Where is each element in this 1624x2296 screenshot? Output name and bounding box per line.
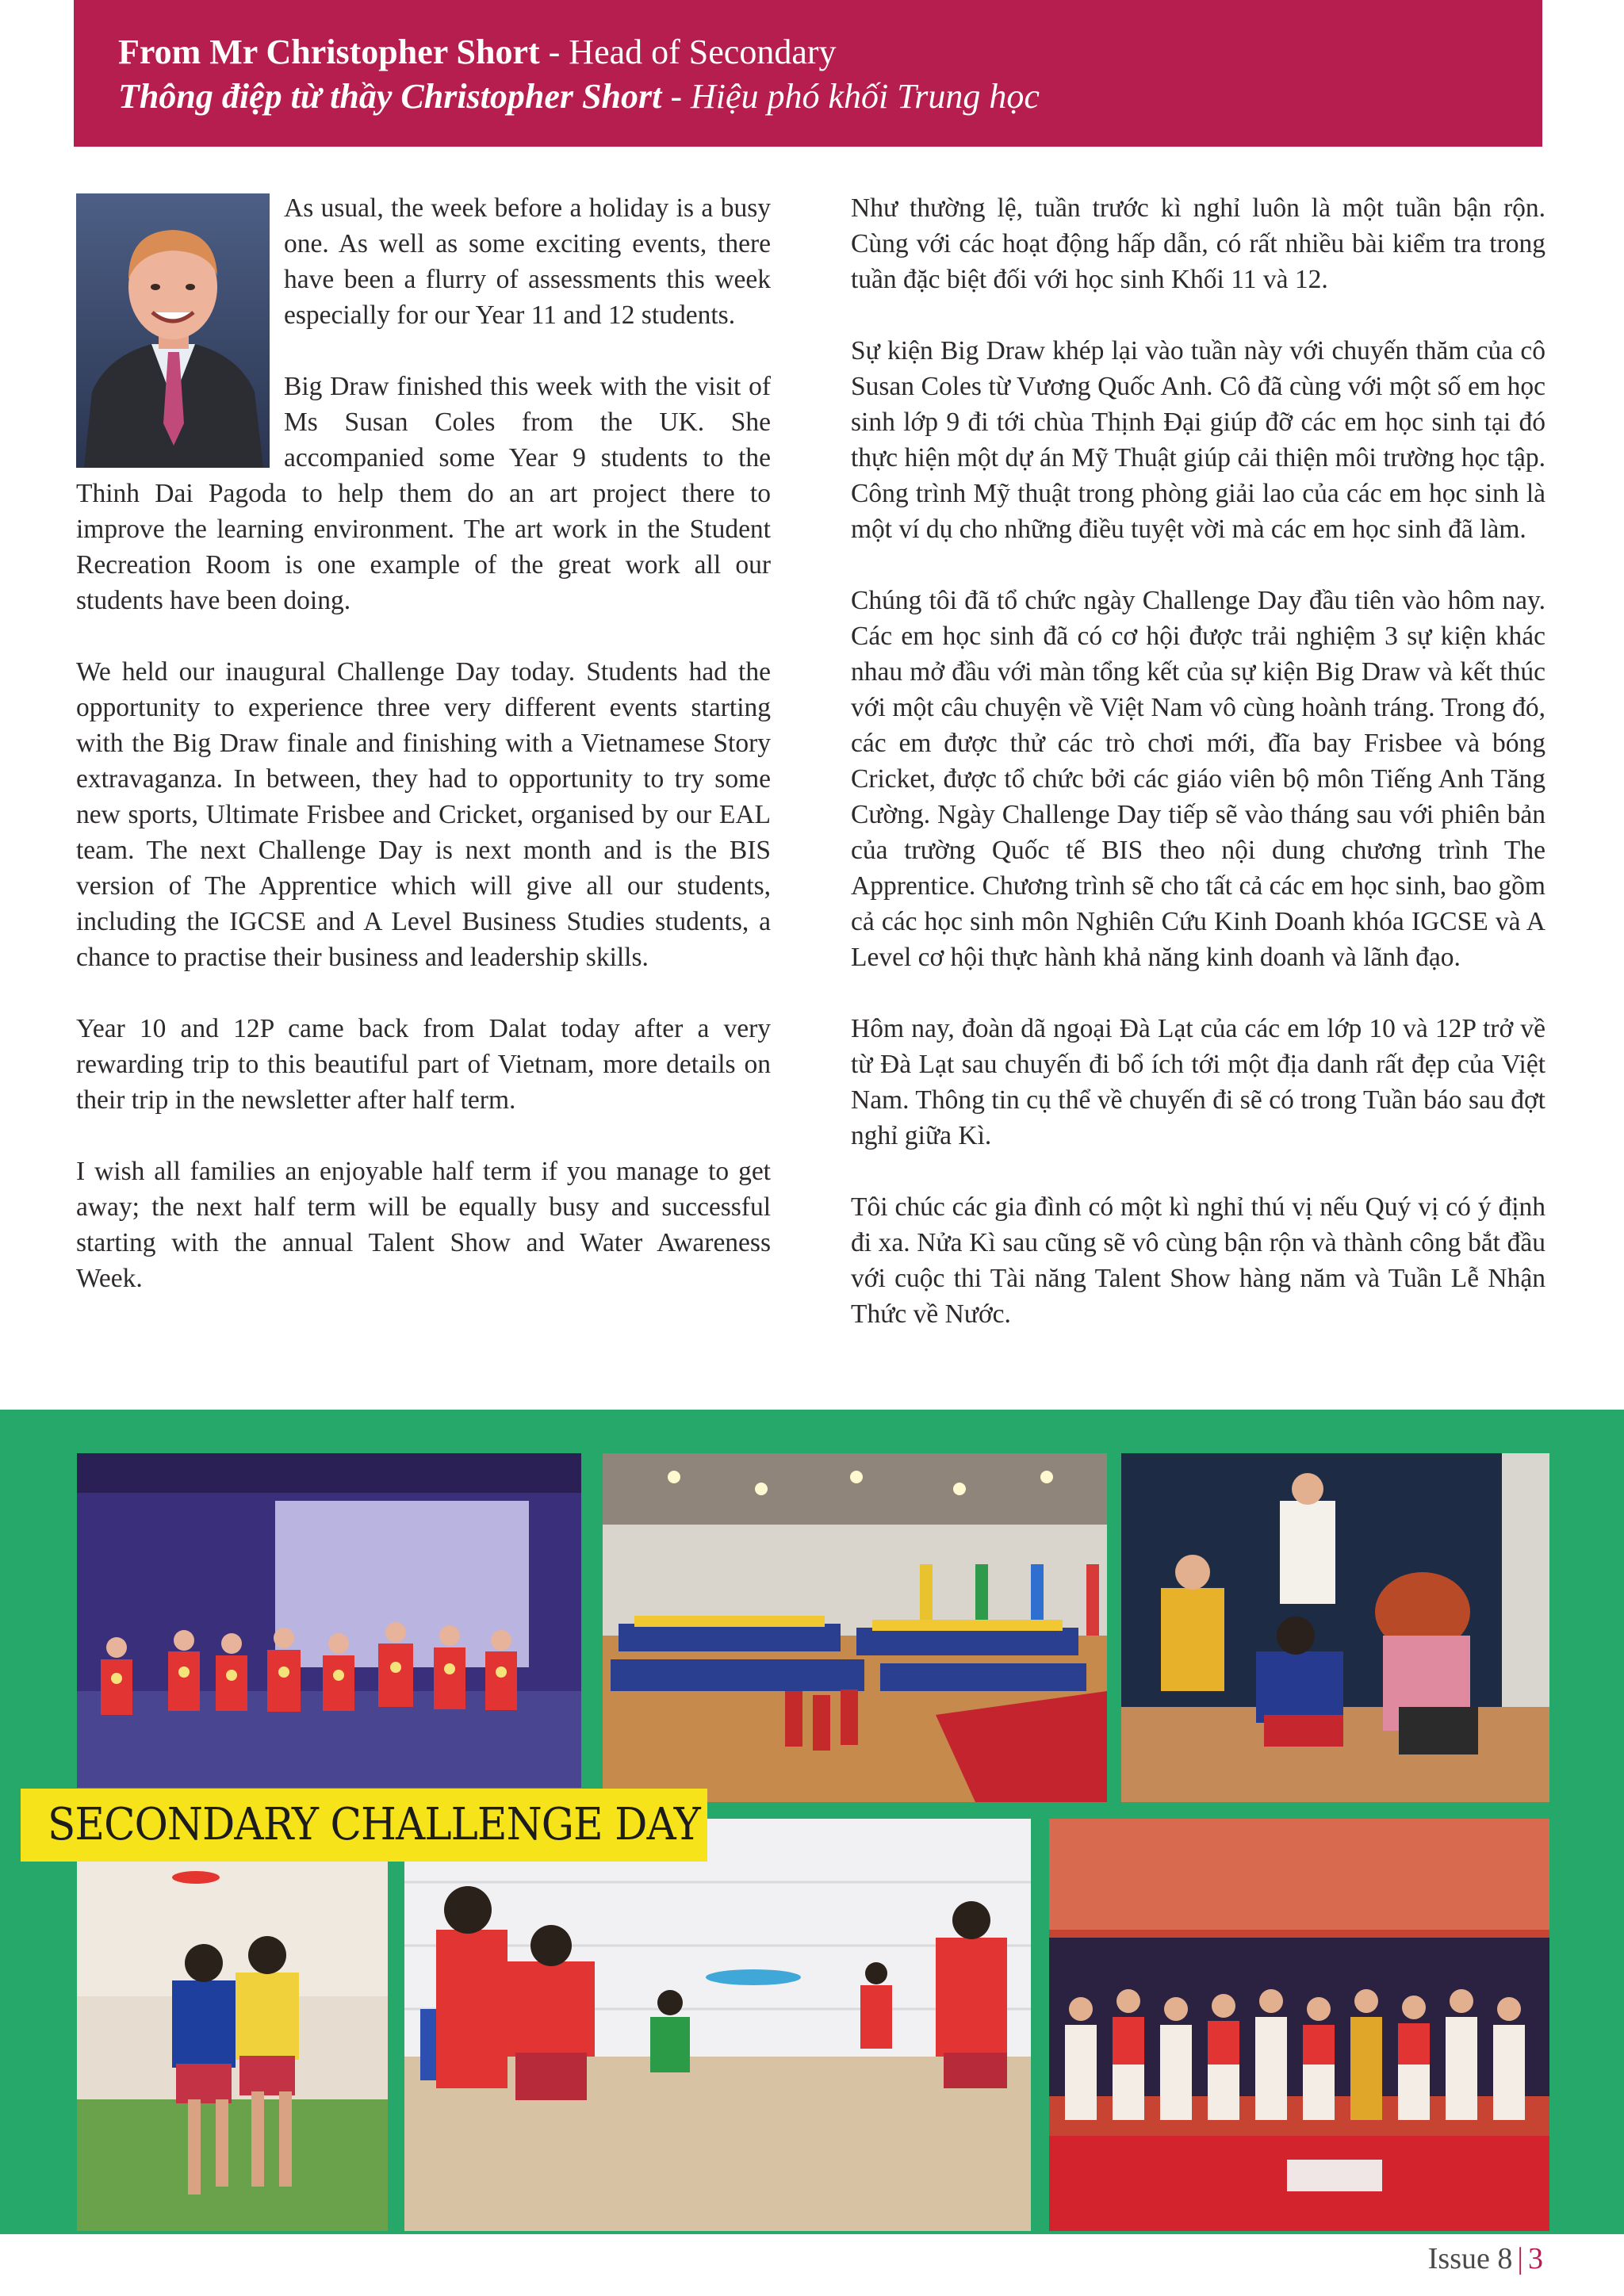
photo-stage-dance xyxy=(77,1453,581,1788)
article-english-column xyxy=(76,190,771,1332)
author-portrait-photo xyxy=(76,193,270,468)
page-footer xyxy=(1428,2241,1543,2277)
page-number: 3 xyxy=(1528,2242,1543,2275)
photo-drama-scene xyxy=(1121,1453,1549,1802)
gallery-title xyxy=(21,1789,707,1862)
article-vi-paragraph: Như thường lệ, tuần trước kì nghỉ luôn là một tuần bận rộn. Cùng với các hoạt động hấp dẫn, có rất nhiều bài kiểm tra trong tuần đặc biệt đối với học sinh Khối 11 và 12. xyxy=(851,193,1545,294)
header-title-vi xyxy=(118,75,1542,119)
article-vietnamese-column xyxy=(851,190,1545,1368)
article-vi-paragraph: Hôm nay, đoàn dã ngoại Đà Lạt của các em lớp 10 và 12P trở về từ Đà Lạt sau chuyến đi bổ ích tới một địa danh rất đẹp của Việt Nam. Thông tin cụ thể về chuyến đi sẽ có trong Tuần báo sau đợt nghỉ giữa Kì. xyxy=(851,1014,1545,1150)
header-author-role-vi: Hiệu phó khối Trung học xyxy=(690,77,1040,116)
article-en-paragraph: Year 10 and 12P came back from Dalat today after a very rewarding trip to this beautiful part of Vietnam, more details on their trip in the newsletter after half term. xyxy=(76,1014,771,1115)
header-author-role: Head of Secondary xyxy=(569,33,837,71)
footer-divider: | xyxy=(1517,2242,1523,2275)
issue-label: Issue 8 xyxy=(1427,2242,1513,2275)
header-banner xyxy=(74,0,1542,147)
header-title-en xyxy=(118,30,1542,75)
header-separator-vi: - xyxy=(661,77,691,116)
article-vi-paragraph: Sự kiện Big Draw khép lại vào tuần này với chuyến thăm của cô Susan Coles từ Vương Quốc Anh. Cô đã cùng với một số em học sinh lớp 9 đi tới chùa Thịnh Đại giúp đỡ các em học sinh tại đó thực hiện một dự án Mỹ Thuật giúp cải thiện môi trường học tập. Công trình Mỹ thuật trong phòng giải lao của các em học sinh là một ví dụ cho những điều tuyệt vời mà các em học sinh đã làm. xyxy=(851,336,1545,544)
header-author-name: From Mr Christopher Short xyxy=(118,33,540,71)
photo-frisbee-game xyxy=(77,1862,388,2231)
photo-cricket-game xyxy=(404,1819,1031,2231)
article-vi-paragraph: Chúng tôi đã tổ chức ngày Challenge Day đầu tiên vào hôm nay. Các em học sinh đã có cơ hội được trải nghiệm 3 sự kiện khác nhau mở đầu với màn tổng kết của sự kiện Big Draw và kết thúc với một câu chuyện về Việt Nam vô cùng hoành tráng. Trong đó, các em được thử các trò chơi mới, đĩa bay Frisbee và bóng Cricket, được tổ chức bởi các giáo viên bộ môn Tiếng Anh Tăng Cường. Ngày Challenge Day tiếp sẽ vào tháng sau với phiên bản của trường Quốc tế BIS theo nội dung chương trình The Apprentice. Chương trình sẽ cho tất cả các em học sinh, bao gồm cả các học sinh môn Nghiên Cứu Kinh Doanh khóa IGCSE và A Level cơ hội thực hành khả năng kinh doanh và lãnh đạo. xyxy=(851,586,1545,972)
article-en-paragraph: I wish all families an enjoyable half term if you manage to get away; the next half term will be equally busy and successful starting with the annual Talent Show and Water Awareness Week. xyxy=(76,1157,771,1293)
article-en-paragraph: As usual, the week before a holiday is a busy one. As well as some exciting events, there have been a flurry of assessments this week especially for our Year 11 and 12 students. xyxy=(284,193,771,330)
photo-story-performance xyxy=(1049,1819,1549,2231)
header-separator: - xyxy=(539,33,569,71)
header-author-name-vi: Thông điệp từ thầy Christopher Short xyxy=(118,77,662,116)
article-vi-paragraph: Tôi chúc các gia đình có một kì nghỉ thú vị nếu Quý vị có ý định đi xa. Nửa Kì sau cũng sẽ vô cùng bận rộn và thành công bắt đầu với cuộc thi Tài năng Talent Show hàng năm và Tuần Lễ Nhận Thức về Nước. xyxy=(851,1192,1545,1329)
gallery-title-text: SECONDARY CHALLENGE DAY xyxy=(48,1799,700,1850)
article-en-paragraph: We held our inaugural Challenge Day today. Students had the opportunity to experience three very different events starting with the Big Draw finale and finishing with a Vietnamese Story extravaganza. In between, they had to opportunity to try some new sports, Ultimate Frisbee and Cricket, organised by our EAL team. The next Challenge Day is next month and is the BIS version of The Apprentice which will give all our students, including the IGCSE and A Level Business Studies students, a chance to practise their business and leadership skills. xyxy=(76,657,771,972)
article-en-paragraph: Big Draw finished this week with the visit of Ms Susan Coles from the UK. She accompanied some Year 9 students to the Thinh Dai Pagoda to help them do an art project there to improve the learning environment. The art work in the Student Recreation Room is one example of the great work all our students have been doing. xyxy=(76,372,771,615)
photo-assembly-hall xyxy=(603,1453,1107,1802)
